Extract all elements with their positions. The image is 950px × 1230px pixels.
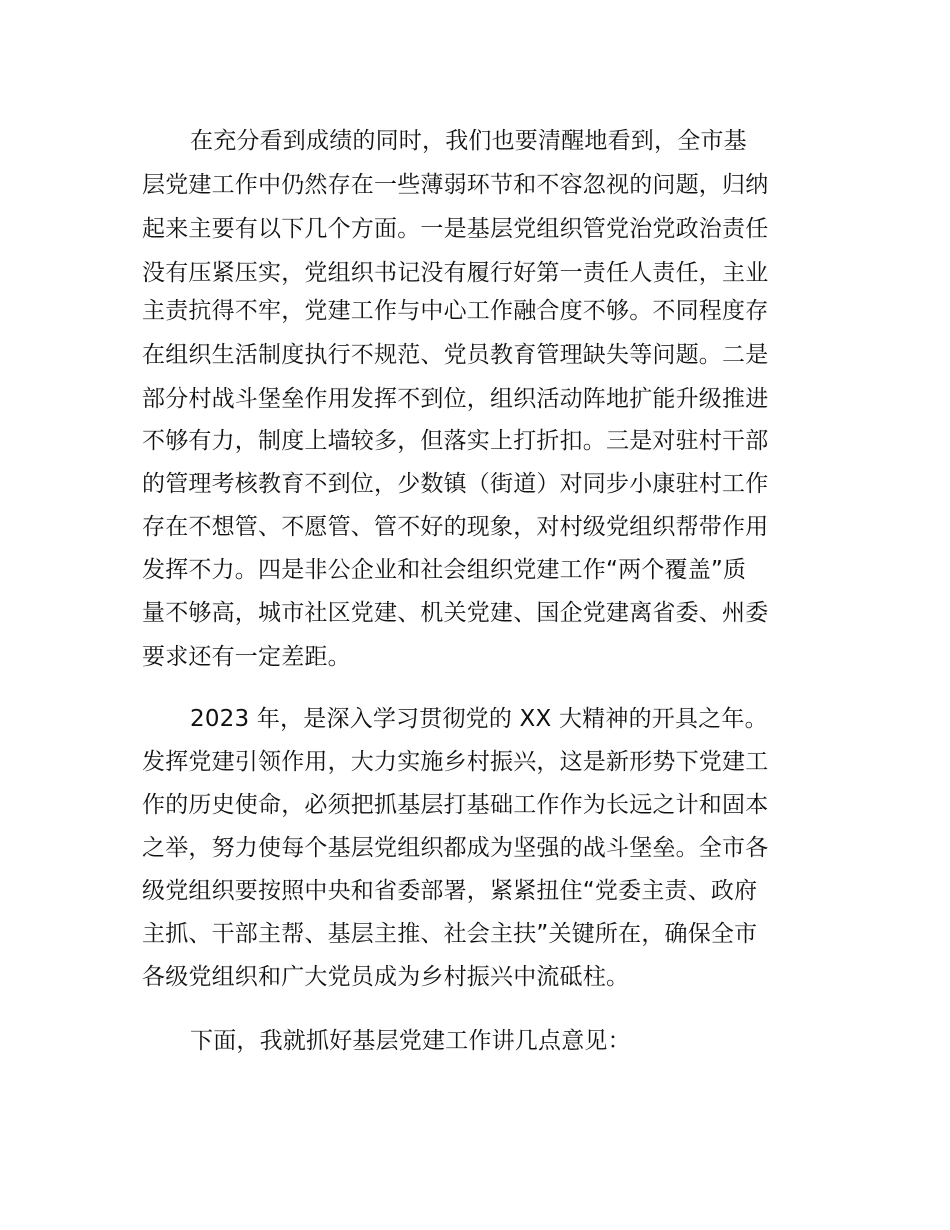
text-line: 主责抗得不牢，党建工作与中心工作融合度不够。不同程度存 xyxy=(142,298,769,324)
text-line: 各级党组织和广大党员成为乡村振兴中流砥柱。 xyxy=(142,964,630,990)
text-line: 主抓、干部主帮、基层主推、社会主扶”关键所在，确保全市 xyxy=(142,921,758,947)
text-line: 作的历史使命，必须把抓基层打基础工作作为长远之计和固本 xyxy=(142,792,769,818)
text-line: 没有压紧压实，党组织书记没有履行好第一责任人责任，主业 xyxy=(142,260,769,286)
text-line: 起来主要有以下几个方面。一是基层党组织管党治党政治责任 xyxy=(142,216,769,242)
text-line: 2023 年，是深入学习贯彻党的 XX 大精神的开具之年。 xyxy=(190,706,768,732)
text-line: 量不够高，城市社区党建、机关党建、国企党建离省委、州委 xyxy=(142,600,769,626)
text-line: 在组织生活制度执行不规范、党员教育管理缺失等问题。二是 xyxy=(142,342,769,368)
text-line: 之举，努力使每个基层党组织都成为坚强的战斗堡垒。全市各 xyxy=(142,835,769,861)
text-line: 不够有力，制度上墙较多，但落实上打折扣。三是对驻村干部 xyxy=(142,428,769,454)
text-line: 下面，我就抓好基层党建工作讲几点意见： xyxy=(190,1028,631,1054)
text-line: 发挥党建引领作用，大力实施乡村振兴，这是新形势下党建工 xyxy=(142,749,769,775)
text-line: 部分村战斗堡垒作用发挥不到位，组织活动阵地扩能升级推进 xyxy=(142,386,769,412)
text-line: 发挥不力。四是非公企业和社会组织党建工作“两个覆盖”质 xyxy=(142,557,747,583)
text-line: 的管理考核教育不到位，少数镇（街道）对同步小康驻村工作 xyxy=(142,471,769,497)
text-line: 层党建工作中仍然存在一些薄弱环节和不容忽视的问题，归纳 xyxy=(142,172,769,198)
text-line: 存在不想管、不愿管、管不好的现象，对村级党组织帮带作用 xyxy=(142,514,769,540)
text-line: 级党组织要按照中央和省委部署，紧紧扭住“党委主责、政府 xyxy=(142,878,758,904)
text-line: 要求还有一定差距。 xyxy=(142,644,351,670)
text-line: 在充分看到成绩的同时，我们也要清醒地看到，全市基 xyxy=(190,128,747,154)
